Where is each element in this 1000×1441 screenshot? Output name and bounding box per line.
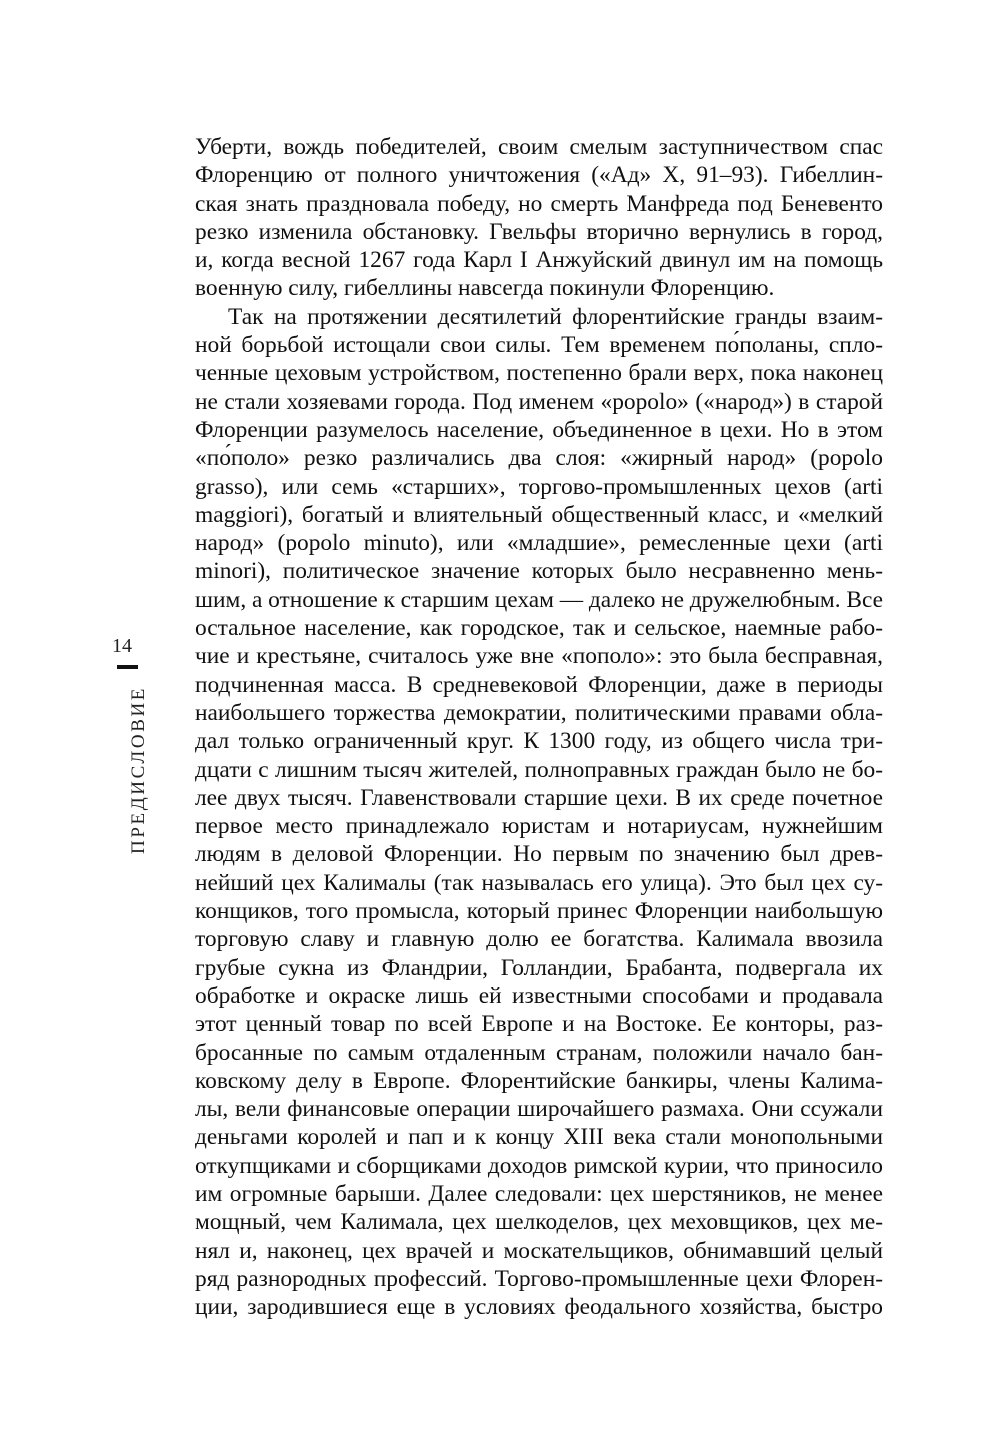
- text-line: grasso), или семь «старших», торгово-промышленных цехов (arti: [195, 473, 883, 500]
- text-line: чие и крестьяне, считалось уже вне «пополо»: это была бесправная,: [195, 643, 883, 670]
- text-line: подчиненная масса. В средневековой Флоренции, даже в периоды: [195, 671, 883, 698]
- text-line: Флоренции разумелось население, объединенное в цехи. Но в этом: [195, 416, 883, 443]
- text-line: остальное население, как городское, так и сельское, наемные рабо-: [195, 615, 883, 642]
- text-line: ченные цеховым устройством, постепенно брали верх, пока наконец: [195, 360, 883, 387]
- text-line: резко изменила обстановку. Гвельфы вторично вернулись в город,: [195, 218, 883, 245]
- text-line: и, когда весной 1267 года Карл I Анжуйский двинул им на помощь: [195, 247, 883, 274]
- text-line: Так на протяжении десятилетий флорентийские гранды взаим-: [228, 303, 883, 330]
- text-line: ряд разнородных профессий. Торгово-промышленные цехи Флорен-: [195, 1265, 883, 1292]
- text-line: Флоренцию от полного уничтожения («Ад» X, 91–93). Гибеллин-: [195, 162, 883, 189]
- text-line: ковскому делу в Европе. Флорентийские банкиры, члены Калима-: [195, 1067, 883, 1094]
- running-head: ПРЕДИСЛОВИЕ: [128, 686, 149, 854]
- text-line: «по́поло» резко различались два слоя: «жирный народ» (popolo: [195, 445, 883, 472]
- text-line: лее двух тысяч. Главенствовали старшие цехи. В их среде почетное: [195, 784, 883, 811]
- text-line: нейший цех Калималы (так называлась его улица). Это был цех су-: [195, 869, 883, 896]
- text-line: maggiori), богатый и влиятельный общественный класс, и «мелкий: [195, 501, 883, 528]
- text-line: откупщиками и сборщиками доходов римской курии, что приносило: [195, 1152, 883, 1179]
- text-line: бросанные по самым отдаленным странам, положили начало бан-: [195, 1039, 883, 1066]
- text-line: людям в деловой Флоренции. Но первым по значению был древ-: [195, 841, 883, 868]
- margin-rule: [117, 665, 138, 669]
- text-line: военную силу, гибеллины навсегда покинули Флоренцию.: [195, 275, 775, 302]
- text-line: minori), политическое значение которых было несравненно мень-: [195, 558, 883, 585]
- text-line: дал только ограниченный круг. К 1300 году, из общего числа три-: [195, 728, 883, 755]
- text-line: первое место принадлежало юристам и нотариусам, нужнейшим: [195, 813, 883, 840]
- text-line: торговую славу и главную долю ее богатства. Калимала ввозила: [195, 926, 883, 953]
- text-line: конщиков, того промысла, который принес Флоренции наибольшую: [195, 898, 883, 925]
- text-line: ной борьбой истощали свои силы. Тем временем по́поланы, спло-: [195, 332, 883, 359]
- body-text: [195, 133, 883, 1321]
- text-line: этот ценный товар по всей Европе и на Востоке. Ее конторы, раз-: [195, 1011, 883, 1038]
- text-line: Уберти, вождь победителей, своим смелым заступничеством спас: [195, 134, 883, 160]
- text-line: ции, зародившиеся еще в условиях феодального хозяйства, быстро: [195, 1294, 883, 1321]
- page-number: 14: [112, 635, 132, 657]
- text-line: грубые сукна из Фландрии, Голландии, Брабанта, подвергала их: [195, 954, 883, 981]
- text-line: ская знать праздновала победу, но смерть Манфреда под Беневенто: [195, 190, 883, 217]
- text-line: обработке и окраске лишь ей известными способами и продавала: [195, 982, 883, 1009]
- text-line: народ» (popolo minuto), или «младшие», ремесленные цехи (arti: [195, 530, 883, 557]
- text-line: дцати с лишним тысяч жителей, полноправных граждан было не бо-: [195, 756, 883, 783]
- text-line: деньгами королей и пап и к концу XIII века стали монопольными: [195, 1124, 883, 1151]
- text-line: им огромные барыши. Далее следовали: цех шерстяников, не менее: [195, 1180, 883, 1207]
- text-line: наибольшего торжества демократии, политическими правами обла-: [195, 699, 883, 726]
- text-line: мощный, чем Калимала, цех шелкоделов, цех меховщиков, цех ме-: [195, 1209, 883, 1236]
- text-line: не стали хозяевами города. Под именем «popolo» («народ») в старой: [195, 388, 883, 415]
- text-line: нял и, наконец, цех врачей и москательщиков, обнимавший целый: [195, 1237, 883, 1264]
- text-line: шим, а отношение к старшим цехам — далеко не дружелюбным. Все: [195, 586, 883, 613]
- text-line: лы, вели финансовые операции широчайшего размаха. Они ссужали: [195, 1096, 883, 1123]
